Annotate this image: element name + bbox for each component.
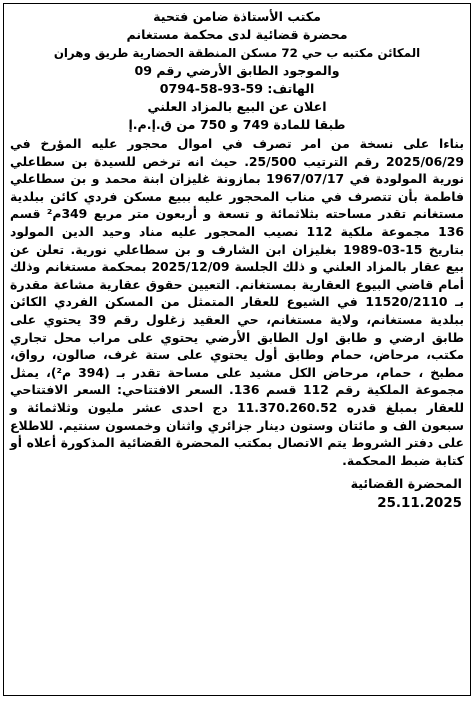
notice-footer (4, 475, 470, 515)
notice-header (4, 4, 470, 134)
office-name: مكتب الأستاذة ضامن فتحية (153, 9, 321, 24)
bailiff-title: محضرة قضائية لدى محكمة مستغانم (126, 27, 348, 42)
office-address-line2: والموجود الطابق الأرضي رقم 09 (134, 63, 340, 78)
notice-date: 25.11.2025 (377, 496, 462, 512)
signature-label: المحضرة القضائية (350, 476, 462, 492)
notice-body-text: بناءا على نسخة من امر تصرف في اموال محجور عليه المؤرخ في 2025/06/29 رقم الترتيب 25/500. حيث انه ترخص للسيدة بن سطاعلي نورية المولودة في 1967/07/17 بمازونة غليزان ابنة محمد و بن سطاعلي فاطمة بأن تتصرف في مناب المحجور عليه ببيع مسكن فردي كائن ببلدية مستغانم تقدر مساحته بثلاثمائة و تسعة و أربعون متر مربع 349م² قسم 136 مجموعة ملكية 112 نصيب المحجور عليه مناد وحيد الدين المولود بتاريخ 15-03-1989 بغليزان ابن الشارف و بن سطاعلي نورية. تعلن عن بيع عقار بالمزاد العلني و ذلك الجلسة 2025/12/09 بمحكمة مستغانم وذلك أمام قاضي البيوع العقارية بمستغانم. التعيين حقوق عقارية مشاعة مقدرة بـ 11520/2110 في الشيوع للعقار المتمثل من المسكن الفردي الكائن ببلدية مستغانم، ولاية مستغانم، حي العقيد زغلول رقم 39 يحتوي على طابق ارضي و طابق اول الطابق الأرضي يحتوي على مراب محل تجاري مكتب، مرحاض، حمام وطابق أول يحتوي على ستة غرف، صالون، رواق، مطبخ ، حمام، مرحاض الكل مشيد على مساحة تقدر بـ (394 م²)، يمثل مجموعة الملكية رقم 112 قسم 136. السعر الافتتاحي: السعر الافتتاحي للعقار بمبلغ قدره 11.370.260.52 دج احدى عشر مليون وثلاثمائة و سبعون الف و مائتان وستون دينار جزائري واثنان وخمسون سنتيم. للاطلاع على دفتر الشروط يتم الاتصال بمكتب المحضرة القضائية المذكورة أعلاه أو كتابة ضبط المحكمة. (10, 136, 465, 468)
legal-basis: طبقا للمادة 749 و 750 من ق.إ.م.إ (128, 117, 346, 132)
phone-number: الهاتف: 59-93-58-0794 (159, 81, 315, 96)
legal-notice-page (3, 3, 471, 696)
office-address-line1: المكائن مكتبه ب حي 72 مسكن المنطقة الحضارية طريق وهران (53, 46, 421, 60)
notice-title: اعلان عن البيع بالمزاد العلني (147, 99, 327, 114)
